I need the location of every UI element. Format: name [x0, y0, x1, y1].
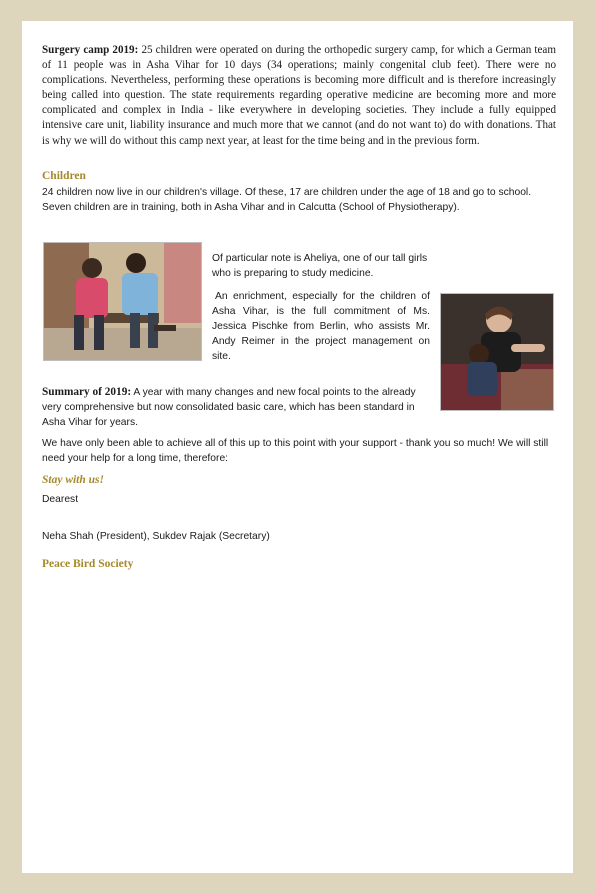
aheliya-paragraph: Of particular note is Aheliya, one of our tall girls who is preparing to study medicine. [212, 253, 428, 279]
summary-lead: Summary of 2019: [42, 386, 132, 398]
support-paragraph: We have only been able to achieve all of this up to this point with your support - thank you so much! We will still need your help for a long time, therefore: [42, 438, 549, 464]
jessica-paragraph: An enrichment, especially for the children of Asha Vihar, is the full commitment of Ms. Jessica Pischke from Berlin, who assists Mr. Andy Reimer in the project management on site. [212, 291, 430, 362]
boys-photo-image [44, 243, 201, 360]
document-content [42, 43, 556, 215]
stay-with-us: Stay with us! [42, 474, 104, 486]
surgery-camp-paragraph [42, 43, 556, 149]
summary-text: A year with many changes and new focal points to the already very comprehensive but now consolidated basic care, which has been standard in Asha Vihar for years. [42, 387, 416, 428]
surgery-camp-text: 25 children were operated on during the orthopedic surgery camp, for which a German team of 11 people was in Asha Vihar for 10 days (34 operations; mainly congenital club feet). There were no complications. Nevertheless, performing these operations is becoming more difficult and is therefore increasingly being called into question. The state requirements regarding operative medicine are becoming more and more complicated and complex in India - like everywhere in developing societies. They include a fully equipped intensive care unit, liability insurance and much more that we cannot (and do not want to) do with donations. That is why we will do without this camp next year, at least for the time being and in the previous form. [42, 44, 556, 147]
volunteer-photo-image [441, 294, 553, 410]
greeting: Dearest [42, 494, 79, 505]
organization-name: Peace Bird Society [42, 558, 134, 570]
boys-photo [43, 242, 202, 361]
document-page [22, 21, 573, 873]
summary-paragraph [42, 385, 437, 430]
children-paragraph: 24 children now live in our children's village. Of these, 17 are children under the age of 18 and go to school. Seven children are in training, both in Asha Vihar and in Calcutta (School of Physiotherapy). [42, 186, 532, 213]
children-heading: Children [42, 169, 86, 182]
volunteer-photo [440, 293, 554, 411]
signatories: Neha Shah (President), Sukdev Rajak (Secretary) [42, 531, 270, 542]
surgery-camp-lead: Surgery camp 2019: [42, 44, 139, 56]
